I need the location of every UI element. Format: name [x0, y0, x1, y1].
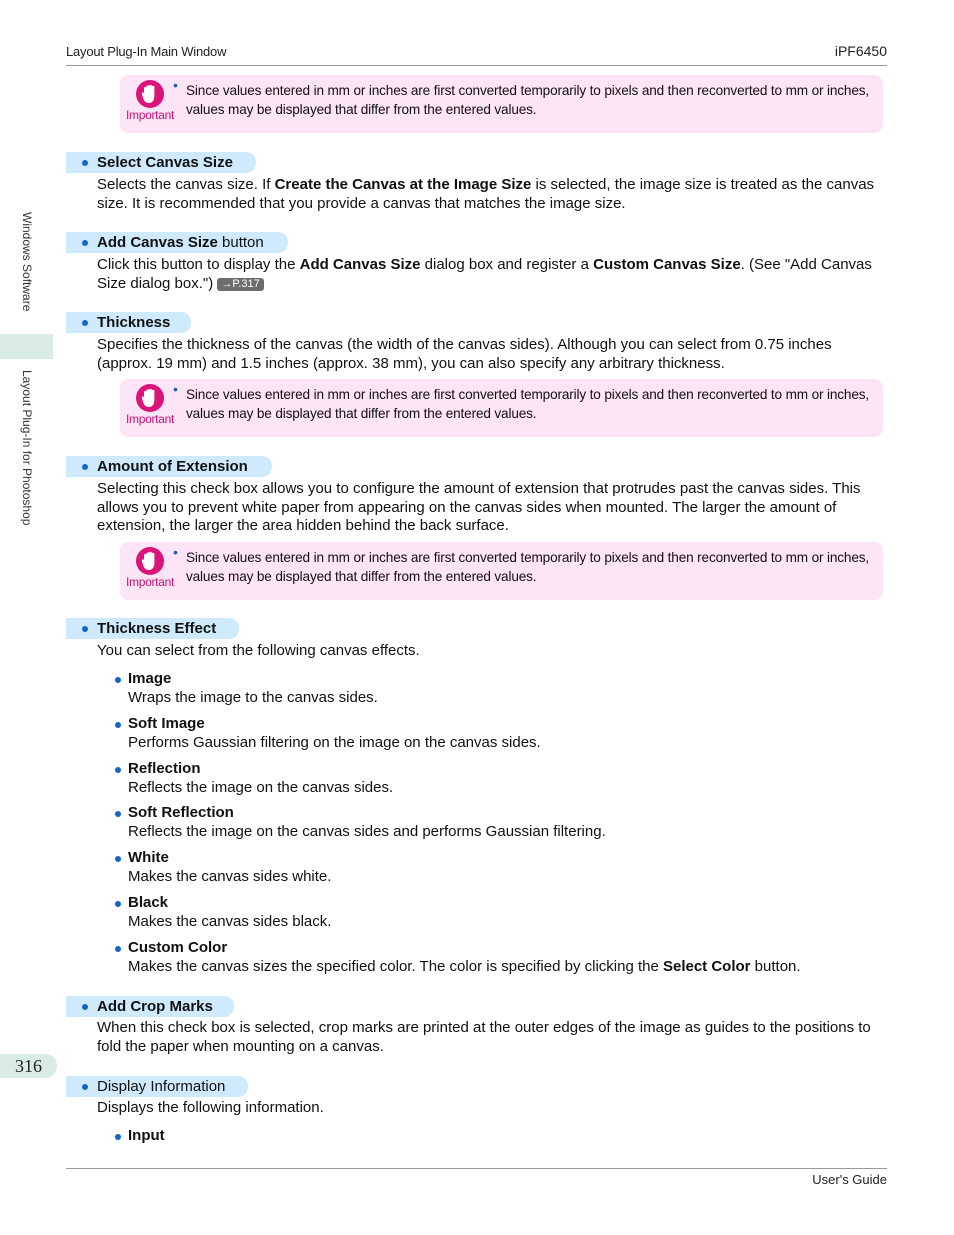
bullet-icon	[115, 856, 121, 862]
list-item: Image Wraps the image to the canvas sides.	[128, 670, 888, 707]
list-item: Soft Image Performs Gaussian filtering on the image on the canvas sides.	[128, 715, 888, 752]
paragraph-display-information: Displays the following information.	[97, 1099, 324, 1116]
header-section-title: Layout Plug-In Main Window	[66, 44, 227, 59]
heading-amount-of-extension: Amount of Extension	[66, 456, 272, 477]
bullet-icon	[82, 1084, 88, 1090]
hand-stop-icon	[136, 384, 164, 412]
heading-add-crop-marks: Add Crop Marks	[66, 996, 234, 1017]
list-item: Reflection Reflects the image on the canvas sides.	[128, 760, 888, 797]
sidebar-label-windows-software: Windows Software	[20, 212, 34, 312]
important-note	[120, 379, 883, 437]
bullet-icon: •	[173, 544, 178, 560]
bullet-icon	[115, 901, 121, 907]
heading-add-canvas-size: Add Canvas Size button	[66, 232, 288, 253]
important-label: Important	[126, 108, 174, 122]
important-note	[120, 75, 883, 133]
list-item: White Makes the canvas sides white.	[128, 849, 888, 886]
bullet-icon	[82, 626, 88, 632]
important-text: Since values entered in mm or inches are first converted temporarily to pixels and then reconverted to mm or inches, values may be displayed that differ from the entered values.	[186, 550, 870, 584]
bullet-icon	[115, 811, 121, 817]
heading-display-information: Display Information	[66, 1076, 248, 1097]
bullet-icon	[82, 320, 88, 326]
paragraph-thickness: Specifies the thickness of the canvas (the width of the canvas sides). Although you can select from 0.75 inches (approx. 19 mm) and 1.5 inches (approx. 38 mm), you can also specify any arbitrary thickness.	[97, 336, 832, 372]
sidebar-active-tab	[0, 334, 53, 359]
footer-divider	[66, 1168, 887, 1169]
heading-select-canvas-size: Select Canvas Size	[66, 152, 256, 173]
important-label: Important	[126, 575, 174, 589]
paragraph-add-crop-marks: When this check box is selected, crop marks are printed at the outer edges of the image as guides to the positions to fold the paper when mounting on a canvas.	[97, 1019, 871, 1055]
paragraph-select-canvas-size: Selects the canvas size. If Create the Canvas at the Image Size is selected, the image size is treated as the canvas size. It is recommended that you provide a canvas that matches the image size.	[97, 176, 875, 212]
hand-stop-icon	[136, 547, 164, 575]
paragraph-thickness-effect: You can select from the following canvas effects.	[97, 642, 420, 659]
header-divider	[66, 65, 887, 66]
important-text: Since values entered in mm or inches are first converted temporarily to pixels and then reconverted to mm or inches, values may be displayed that differ from the entered values.	[186, 83, 870, 117]
bullet-icon	[82, 240, 88, 246]
paragraph-amount-of-extension: Selecting this check box allows you to configure the amount of extension that protrudes past the canvas sides. This allows you to prevent white paper from appearing on the canvas sides when mounted. The larger the amount of extension, the larger the area hidden behind the back surface.	[97, 480, 861, 534]
bullet-icon	[115, 1134, 121, 1140]
paragraph-add-canvas-size: Click this button to display the Add Canvas Size dialog box and register a Custom Canvas Size. (See "Add Canvas Size dialog box.") →P.317	[97, 256, 872, 292]
header-model-name: iPF6450	[834, 43, 887, 59]
sidebar-label-layout-plugin: Layout Plug-In for Photoshop	[20, 370, 34, 526]
important-text: Since values entered in mm or inches are first converted temporarily to pixels and then reconverted to mm or inches, values may be displayed that differ from the entered values.	[186, 387, 870, 421]
bullet-icon: •	[173, 381, 178, 397]
list-item: Black Makes the canvas sides black.	[128, 894, 888, 931]
bullet-icon	[115, 946, 121, 952]
heading-thickness: Thickness	[66, 312, 191, 333]
bullet-icon	[82, 464, 88, 470]
heading-thickness-effect: Thickness Effect	[66, 618, 239, 639]
bullet-icon	[82, 160, 88, 166]
bullet-icon	[115, 722, 121, 728]
important-note	[120, 542, 883, 600]
page-reference-link[interactable]: →P.317	[217, 278, 263, 291]
bullet-icon: •	[173, 77, 178, 93]
hand-stop-icon	[136, 80, 164, 108]
bullet-icon	[82, 1004, 88, 1010]
list-item: Input	[128, 1127, 888, 1146]
bullet-icon	[115, 677, 121, 683]
list-item: Custom Color Makes the canvas sizes the specified color. The color is specified by clicking the Select Color button.	[128, 939, 888, 976]
list-item: Soft Reflection Reflects the image on the canvas sides and performs Gaussian filtering.	[128, 804, 888, 841]
important-label: Important	[126, 412, 174, 426]
page-number: 316	[0, 1054, 57, 1078]
bullet-icon	[115, 767, 121, 773]
footer-guide-name: User's Guide	[812, 1172, 887, 1187]
